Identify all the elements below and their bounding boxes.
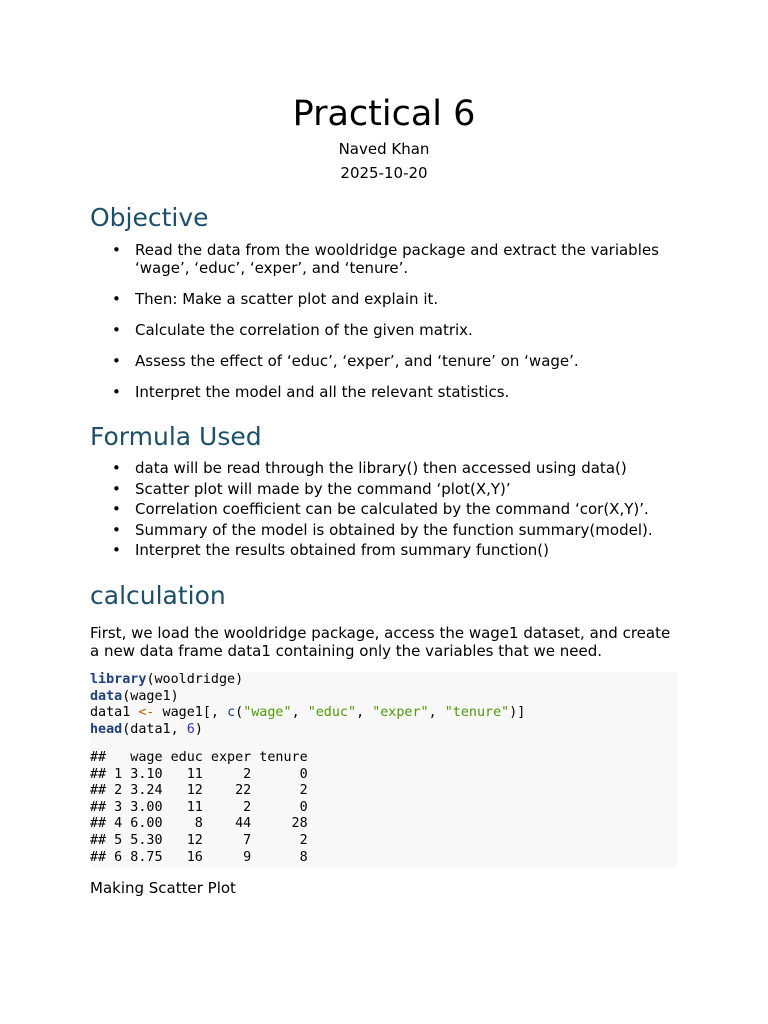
- formula-heading: Formula Used: [90, 422, 262, 451]
- code-function: data: [90, 688, 123, 704]
- code-operator: <-: [138, 705, 155, 721]
- list-item: • Calculate the correlation of the given matrix.: [90, 321, 678, 339]
- code-text: data1: [90, 705, 139, 721]
- code-function: library: [90, 672, 147, 687]
- code-block: [90, 672, 678, 867]
- objective-list: [90, 241, 678, 414]
- output-line: ## 1 3.10 11 2 0: [90, 766, 308, 782]
- output-line: ## 3 3.00 11 2 0: [90, 799, 308, 815]
- code-source: [90, 672, 525, 738]
- calculation-intro: First, we load the wooldridge package, access the wage1 dataset, and create a new data frame data1 containing only the variables that we need.: [90, 624, 671, 660]
- code-text: (data1,: [122, 721, 187, 737]
- code-number: 6: [186, 721, 195, 737]
- output-line: ## 4 6.00 8 44 28: [90, 816, 308, 832]
- list-item: • Assess the effect of ‘educ’, ‘exper’, and ‘tenure’ on ‘wage’.: [90, 352, 678, 370]
- code-text: ,: [428, 705, 445, 721]
- list-item: • Correlation coefficient can be calculated by the command ‘cor(X,Y)’.: [90, 500, 678, 518]
- code-string: "exper": [372, 705, 429, 721]
- code-text: ): [194, 721, 203, 737]
- output-line: ## wage educ exper tenure: [90, 750, 308, 765]
- code-string: "tenure": [444, 705, 510, 721]
- code-text: wage1[,: [154, 705, 228, 721]
- output-line: ## 6 8.75 16 9 8: [90, 849, 308, 865]
- code-text: (wage1): [122, 688, 179, 704]
- list-item: • Scatter plot will made by the command ‘plot(X,Y)’: [90, 480, 678, 498]
- calculation-heading: calculation: [90, 581, 226, 610]
- code-text: ,: [291, 705, 308, 721]
- objective-heading: Objective: [90, 203, 209, 232]
- code-function: c: [227, 705, 236, 721]
- code-text: (wooldridge): [146, 672, 244, 687]
- formula-list: [90, 459, 678, 562]
- list-item: • Read the data from the wooldridge package and extract the variables ‘wage’, ‘educ’, ‘exper’, and ‘tenure’.: [90, 241, 678, 277]
- page-title: Practical 6: [292, 94, 476, 134]
- code-string: "educ": [307, 705, 357, 721]
- code-text: (: [235, 705, 244, 721]
- code-text: ,: [356, 705, 373, 721]
- code-function: head: [90, 721, 123, 737]
- code-string: "wage": [243, 705, 292, 721]
- document-date: 2025-10-20: [340, 164, 428, 182]
- author-name: Naved Khan: [338, 140, 430, 158]
- list-item: • Interpret the results obtained from summary function(): [90, 541, 678, 559]
- code-output: [90, 750, 308, 866]
- list-item: • data will be read through the library() then accessed using data(): [90, 459, 678, 477]
- code-text: )]: [509, 705, 526, 721]
- list-item: • Summary of the model is obtained by the function summary(model).: [90, 521, 678, 539]
- output-line: ## 2 3.24 12 22 2: [90, 783, 308, 799]
- list-item: • Interpret the model and all the relevant statistics.: [90, 383, 678, 401]
- list-item: • Then: Make a scatter plot and explain it.: [90, 290, 678, 308]
- output-line: ## 5 5.30 12 7 2: [90, 832, 308, 848]
- scatter-plot-caption: Making Scatter Plot: [90, 879, 236, 897]
